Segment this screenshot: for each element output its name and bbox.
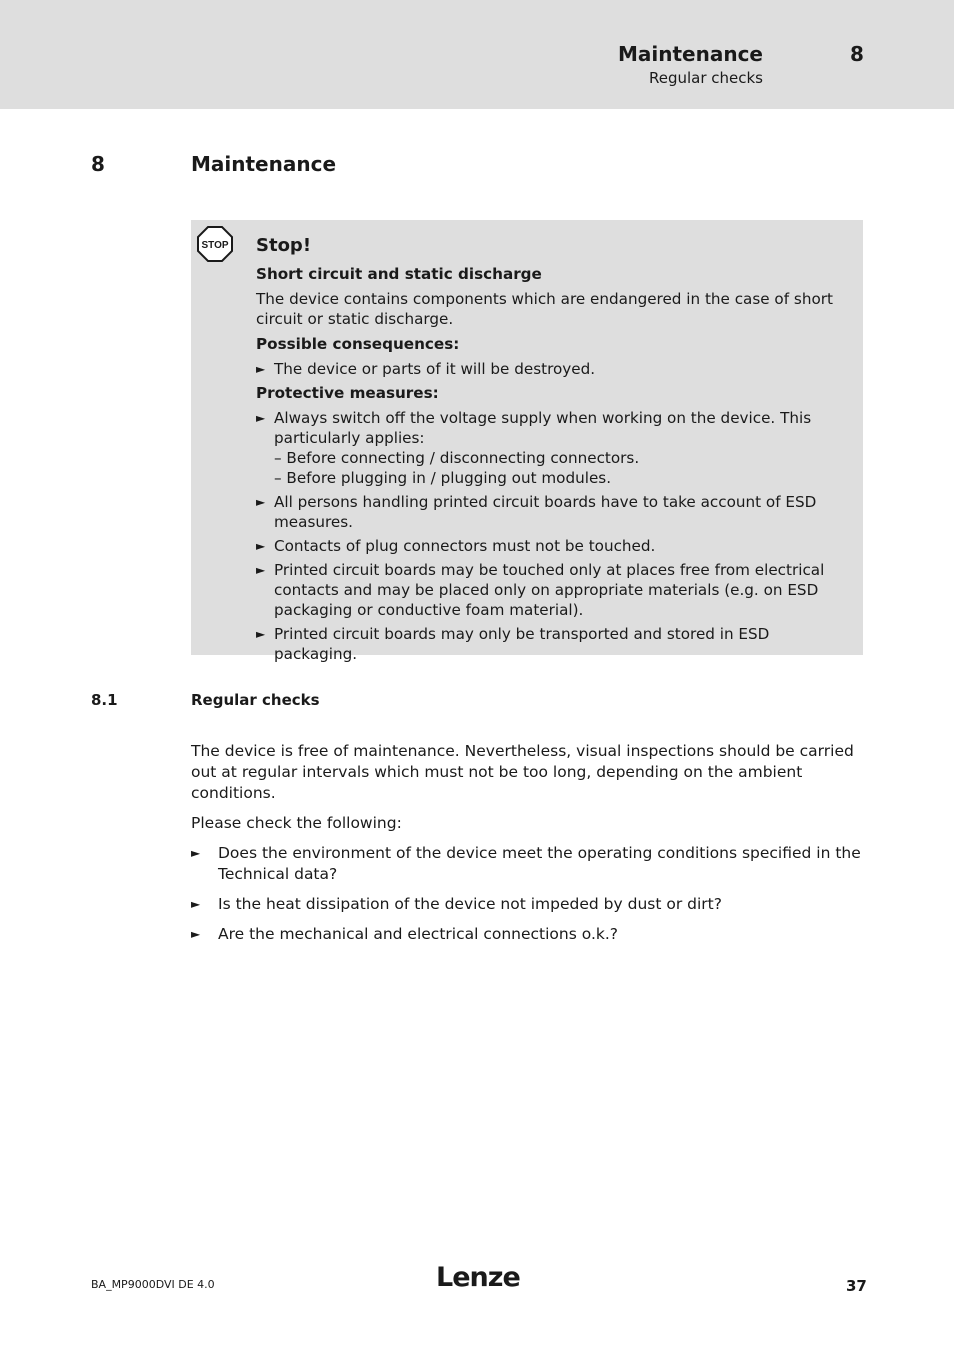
consequences-label: Possible consequences: <box>256 335 460 353</box>
section-number: 8.1 <box>91 691 118 709</box>
page-header <box>0 0 954 109</box>
stop-title: Stop! <box>256 235 312 256</box>
measure-text: Contacts of plug connectors must not be touched. <box>274 537 656 555</box>
arrow-right-icon: ► <box>256 563 266 577</box>
arrow-right-icon: ► <box>191 927 201 941</box>
measure-text: Printed circuit boards may only be transported and stored in ESD packaging. <box>274 625 770 663</box>
arrow-right-icon: ► <box>256 495 266 509</box>
measures-label: Protective measures: <box>256 384 439 402</box>
check-text: Is the heat dissipation of the device not impeded by dust or dirt? <box>218 895 722 913</box>
sub-item: – Before connecting / disconnecting connectors. <box>274 449 640 467</box>
list-item <box>191 924 866 945</box>
stop-sign-icon <box>197 226 233 262</box>
list-item <box>256 359 856 379</box>
header-subtitle: Regular checks <box>648 69 763 87</box>
arrow-right-icon: ► <box>256 411 266 425</box>
section-body <box>191 741 866 954</box>
list-item <box>256 492 856 532</box>
consequence-text: The device or parts of it will be destroyed. <box>274 360 596 378</box>
measure-text: All persons handling printed circuit boards have to take account of ESD measures. <box>274 493 817 531</box>
lenze-logo: Lenze <box>436 1262 520 1293</box>
list-item <box>191 894 866 915</box>
list-item <box>191 843 866 885</box>
check-label: Please check the following: <box>191 814 402 832</box>
stop-warning-box <box>191 220 863 663</box>
page-number: 37 <box>846 1277 867 1295</box>
measure-text: Always switch off the voltage supply when working on the device. This particularly applies: <box>274 409 812 447</box>
arrow-right-icon: ► <box>191 846 201 860</box>
section-title: Regular checks <box>191 691 320 709</box>
arrow-right-icon: ► <box>256 539 266 553</box>
arrow-right-icon: ► <box>256 362 266 376</box>
stop-description: The device contains components which are endangered in the case of short circuit or static discharge. <box>256 290 833 328</box>
doc-code: BA_MP9000DVI DE 4.0 <box>91 1278 215 1291</box>
sub-item: – Before plugging in / plugging out modules. <box>274 469 612 487</box>
list-item <box>256 536 856 556</box>
chapter-number: 8 <box>91 152 105 176</box>
check-text: Are the mechanical and electrical connections o.k.? <box>218 925 618 943</box>
list-item <box>256 408 856 488</box>
arrow-right-icon: ► <box>256 627 266 641</box>
chapter-title: Maintenance <box>191 152 337 176</box>
section-intro: The device is free of maintenance. Nevertheless, visual inspections should be carried out at regular intervals which must not be too long, depending on the ambient conditions. <box>191 742 854 802</box>
measure-text: Printed circuit boards may be touched only at places free from electrical contacts and may be placed only on appropriate materials (e.g. on ESD packaging or conductive foam material). <box>274 561 825 619</box>
arrow-right-icon: ► <box>191 897 201 911</box>
check-text: Does the environment of the device meet the operating conditions specified in the Technical data? <box>218 844 861 883</box>
header-title: Maintenance <box>617 42 763 66</box>
header-chapter-number: 8 <box>850 42 864 66</box>
stop-subtitle: Short circuit and static discharge <box>256 265 542 283</box>
list-item <box>256 560 856 620</box>
stop-icon-label: STOP <box>201 240 229 251</box>
list-item <box>256 624 856 664</box>
